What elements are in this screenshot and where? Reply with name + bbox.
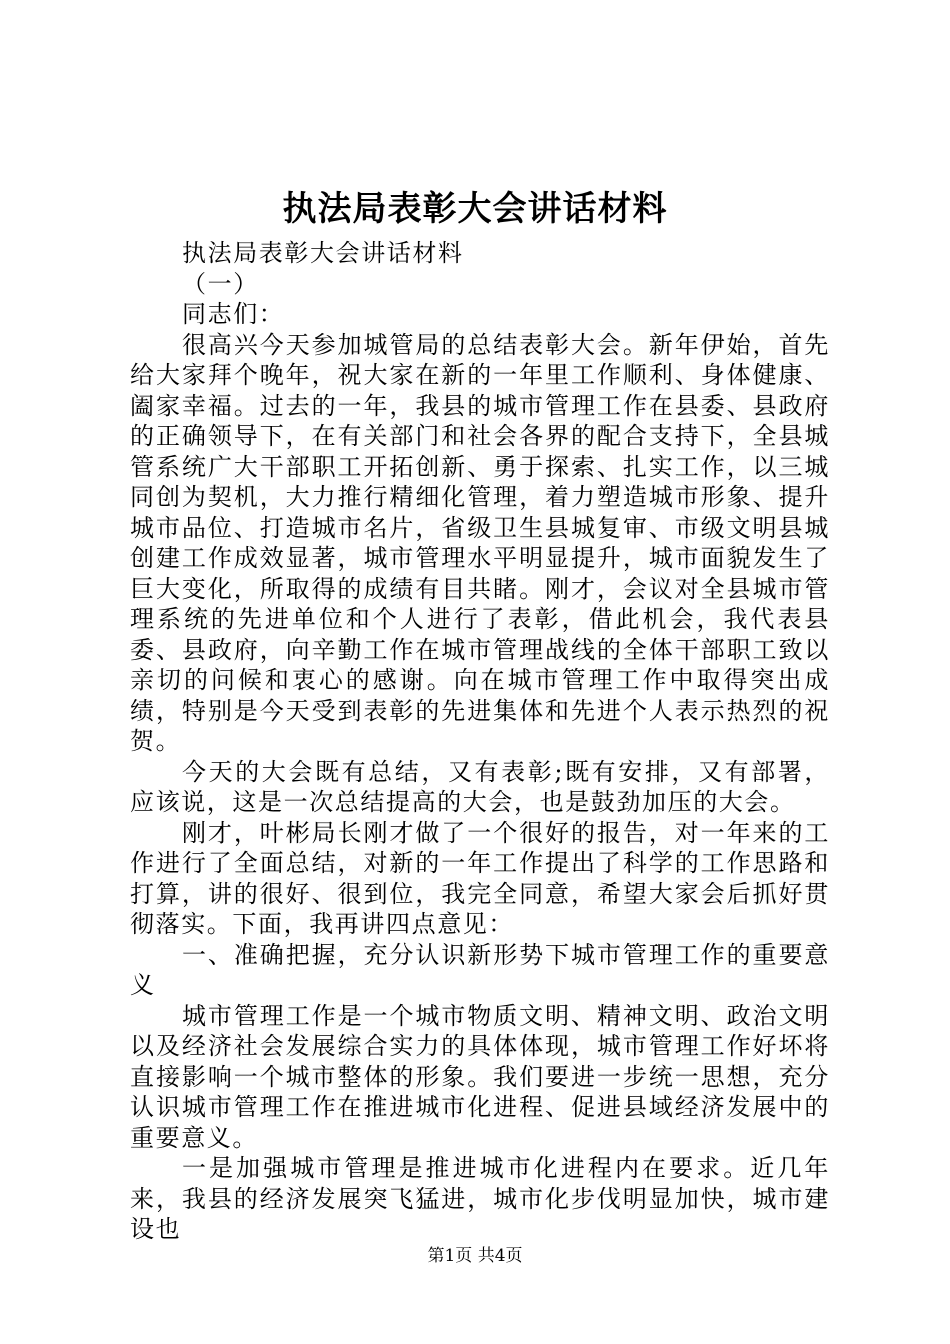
document-body (130, 238, 830, 1245)
body-paragraph-salutation: 同志们： (182, 300, 285, 328)
body-paragraph-heading: 一、准确把握，充分认识新形势下城市管理工作的重要意义 (130, 940, 830, 999)
body-paragraph: 刚才，叶彬局长刚才做了一个很好的报告，对一年来的工作进行了全面总结，对新的一年工作提出了科学的工作思路和打算，讲的很好、很到位，我完全同意，希望大家会后抓好贯彻落实。下面，我再讲四点意见： (130, 818, 830, 938)
body-paragraph: 一是加强城市管理是推进城市化进程内在要求。近几年来，我县的经济发展突飞猛进，城市化步伐明显加快，城市建设也 (130, 1154, 830, 1243)
body-paragraph: 很高兴今天参加城管局的总结表彰大会。新年伊始，首先给大家拜个晚年，祝大家在新的一年里工作顺利、身体健康、阖家幸福。过去的一年，我县的城市管理工作在县委、县政府的正确领导下，在有关部门和社会各界的配合支持下，全县城管系统广大干部职工开拓创新、勇于探索、扎实工作，以三城同创为契机，大力推行精细化管理，着力塑造城市形象、提升城市品位、打造城市名片，省级卫生县城复审、市级文明县城创建工作成效显著，城市管理水平明显提升，城市面貌发生了巨大变化，所取得的成绩有目共睹。刚才，会议对全县城市管理系统的先进单位和个人进行了表彰，借此机会，我代表县委、县政府，向辛勤工作在城市管理战线的全体干部职工致以亲切的问候和衷心的感谢。向在城市管理工作中取得突出成绩，特别是今天受到表彰的先进集体和先进个人表示热烈的祝贺。 (130, 330, 830, 755)
body-paragraph: 城市管理工作是一个城市物质文明、精神文明、政治文明以及经济社会发展综合实力的具体体现，城市管理工作好坏将直接影响一个城市整体的形象。我们要进一步统一思想，充分认识城市管理工作在推进城市化进程、促进县域经济发展中的重要意义。 (130, 1001, 830, 1152)
document-title: 执法局表彰大会讲话材料 (282, 189, 668, 229)
page-footer: 第1页 共4页 (427, 1246, 523, 1266)
body-paragraph-subtitle: 执法局表彰大会讲话材料 (182, 239, 464, 267)
body-paragraph-section-number: （一） (182, 269, 259, 298)
body-paragraph: 今天的大会既有总结，又有表彰;既有安排，又有部署，应该说，这是一次总结提高的大会，也是鼓劲加压的大会。 (130, 757, 830, 816)
